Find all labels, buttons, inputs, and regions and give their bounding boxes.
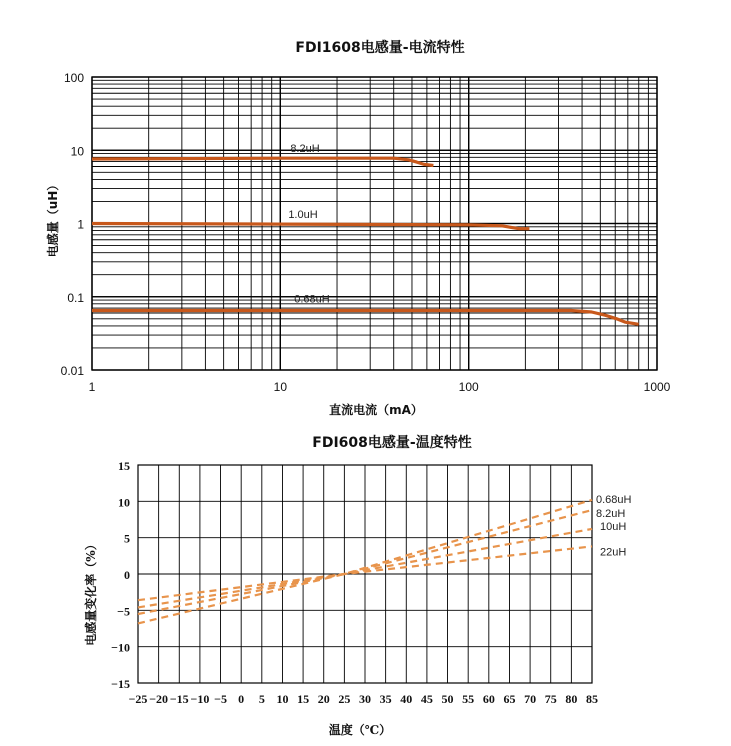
chart2-series-label: 0.68uH (596, 493, 632, 506)
chart2-x-tick-label: 60 (482, 692, 495, 706)
chart2-y-tick-label: 10 (118, 495, 130, 510)
chart2-y-tick-label: −5 (117, 604, 130, 619)
chart2-x-tick-label: −5 (214, 692, 227, 706)
chart2-x-tick-label: 20 (317, 692, 330, 706)
chart2-x-tick-label: 25 (338, 692, 351, 706)
chart2-x-tick-label: 85 (586, 692, 598, 706)
chart1-y-ticks (61, 71, 85, 378)
chart2-series-label: 8.2uH (596, 508, 626, 521)
chart2-x-tick-label: 15 (297, 692, 310, 706)
chart2-x-tick-label: 0 (238, 692, 245, 706)
chart1-series-line (92, 224, 529, 229)
chart1-x-ticks (89, 380, 671, 394)
chart1-y-tick-label: 100 (63, 71, 84, 85)
chart2-y-tick-label: 5 (124, 531, 130, 546)
chart2-x-tick-label: 30 (359, 692, 371, 706)
chart1-series-label: 1.0uH (288, 209, 318, 222)
chart1-x-tick-label: 1000 (643, 380, 671, 394)
chart2-series-label: 10uH (600, 520, 627, 533)
chart2-x-tick-label: 40 (400, 692, 413, 706)
chart1-y-tick-label: 1 (77, 217, 84, 232)
chart1-y-tick-label: 0.01 (60, 364, 84, 378)
chart1-x-tick-label: 100 (458, 380, 479, 394)
chart1-x-tick-label: 10 (273, 380, 288, 394)
chart1-y-axis-label: 电感量（uH） (46, 178, 60, 258)
chart1-x-axis-label: 直流电流（mA） (329, 403, 423, 417)
chart2-y-tick-label: 15 (118, 459, 130, 473)
chart2-y-tick-label: −15 (111, 677, 130, 691)
chart2-y-ticks (111, 459, 130, 691)
chart2-x-tick-label: 5 (258, 692, 265, 706)
chart2-x-tick-label: −20 (149, 692, 169, 706)
chart2-x-tick-label: 80 (565, 692, 578, 706)
chart1-title: FDI1608电感量-电流特性 (295, 40, 465, 56)
chart1-x-tick-label: 1 (88, 380, 96, 394)
chart2-y-tick-label: −10 (111, 640, 130, 655)
chart2-x-tick-label: 50 (441, 692, 454, 706)
chart2-x-tick-label: 65 (503, 692, 516, 706)
chart2-x-tick-label: 70 (524, 692, 537, 706)
chart2-x-ticks (129, 692, 598, 706)
chart1-series-label: 8.2uH (290, 143, 320, 156)
chart-inductance-vs-current (45, 39, 671, 417)
chart2-x-tick-label: −10 (190, 692, 210, 706)
chart2-x-tick-label: −25 (128, 692, 148, 706)
chart1-series-label: 0.68uH (294, 293, 330, 306)
chart2-x-tick-label: 45 (420, 692, 433, 706)
chart2-x-tick-label: −15 (169, 692, 189, 706)
chart2-series-label: 22uH (600, 546, 627, 559)
chart2-series (138, 494, 632, 624)
chart-inductance-vs-temperature (83, 434, 632, 737)
chart2-x-tick-label: 75 (544, 692, 557, 706)
chart2-x-axis-label: 温度（℃） (328, 723, 392, 737)
chart2-grid (138, 465, 592, 683)
chart2-x-tick-label: 35 (379, 692, 392, 706)
chart2-y-axis-label: 电感量变化率（%） (84, 538, 98, 646)
chart2-y-tick-label: 0 (124, 568, 130, 582)
chart2-title: FDI608电感量-温度特性 (312, 435, 472, 451)
chart1-y-tick-label: 0.1 (67, 290, 84, 305)
chart2-x-tick-label: 10 (276, 692, 289, 706)
chart2-x-tick-label: 55 (462, 692, 475, 706)
chart1-y-tick-label: 10 (70, 144, 84, 159)
